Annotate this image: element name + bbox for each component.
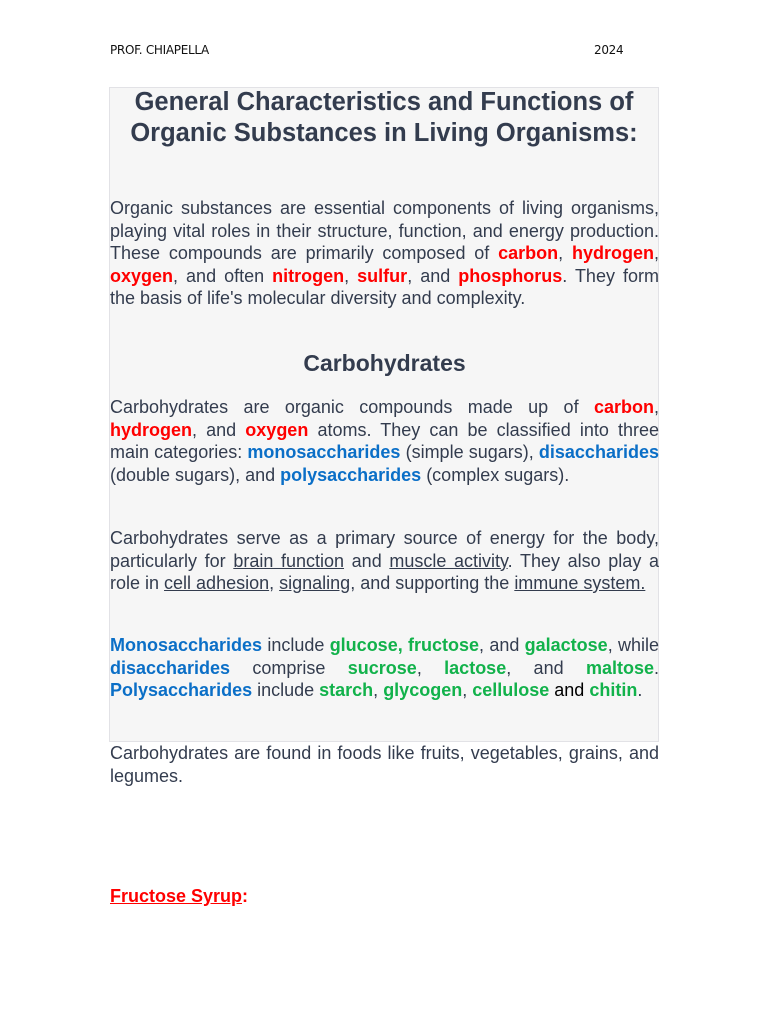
- highlighted-term: chitin: [589, 680, 638, 700]
- section-heading-carbohydrates: Carbohydrates: [303, 350, 466, 376]
- text-run: , and often: [173, 265, 273, 286]
- subheading-colon: :: [242, 886, 249, 906]
- carbohydrates-function-paragraph: [110, 527, 659, 595]
- text-run: Carbohydrates are found in foods like fruits, vegetables, grains, and legumes.: [110, 743, 659, 786]
- text-run: ,: [373, 680, 384, 700]
- highlighted-term: and: [549, 680, 590, 700]
- text-run: ,: [653, 397, 659, 417]
- text-run: ,: [416, 657, 445, 678]
- text-run: (double sugars), and: [110, 464, 281, 485]
- header-year: 2024: [594, 43, 624, 57]
- text-run: , and: [192, 419, 246, 440]
- text-run: include: [262, 635, 330, 655]
- highlighted-term: fructose: [408, 635, 480, 655]
- text-run: . They form the basis of life's molecular diversity and complexity.: [110, 265, 659, 308]
- text-run: , and: [506, 657, 586, 678]
- header-author: PROF. CHIAPELLA: [110, 43, 209, 57]
- highlighted-term: disaccharides: [538, 442, 659, 462]
- underlined-term: cell adhesion: [164, 573, 270, 593]
- text-run: ,: [344, 265, 358, 286]
- highlighted-term: cellulose: [472, 680, 550, 700]
- highlighted-term: sucrose: [347, 657, 417, 678]
- carbohydrates-definition-paragraph: [110, 396, 659, 486]
- text-run: . They also play a role in: [110, 550, 659, 593]
- text-run: , while: [607, 635, 659, 655]
- highlighted-term: starch: [319, 680, 374, 700]
- text-run: Organic substances are essential components of living organisms, playing vital roles in their structure, function, and energy production. These compounds are primarily composed of: [110, 198, 659, 263]
- text-run: and: [344, 550, 390, 571]
- document-title: General Characteristics and Functions of Organic Substances in Living Organisms:: [130, 88, 638, 147]
- text-run: (complex sugars).: [421, 464, 570, 485]
- intro-paragraph: [110, 197, 659, 310]
- carbohydrates-examples-paragraph: [110, 634, 659, 702]
- highlighted-term: glucose,: [329, 635, 403, 655]
- highlighted-term: hydrogen: [110, 419, 193, 440]
- text-run: comprise: [230, 657, 348, 678]
- highlighted-term: oxygen: [110, 265, 174, 286]
- text-run: Carbohydrates serve as a primary source of energy for the body, particularly for: [110, 528, 659, 571]
- highlighted-term: phosphorus: [458, 265, 563, 286]
- underlined-term: muscle activity: [389, 550, 508, 571]
- underlined-term: brain function: [233, 550, 345, 571]
- text-run: ,: [462, 680, 473, 700]
- highlighted-term: sulfur: [357, 265, 408, 286]
- subheading-text: Fructose Syrup: [110, 886, 243, 906]
- text-run: (simple sugars),: [400, 442, 539, 462]
- text-run: ,: [269, 573, 280, 593]
- highlighted-term: hydrogen: [571, 243, 654, 263]
- text-run: Carbohydrates are organic compounds made up of: [110, 397, 594, 417]
- highlighted-term: nitrogen: [272, 265, 345, 286]
- text-run: include: [252, 680, 320, 700]
- highlighted-term: maltose: [585, 657, 654, 678]
- text-run: , and supporting the: [350, 573, 515, 593]
- text-run: atoms. They can be classified into three main categories:: [110, 419, 659, 462]
- carbohydrates-sources-paragraph: [110, 742, 659, 787]
- text-run: ,: [653, 243, 659, 263]
- highlighted-term: carbon: [593, 397, 654, 417]
- highlighted-term: polysaccharides: [280, 464, 422, 485]
- highlighted-term: carbon: [498, 243, 559, 263]
- highlighted-term: disaccharides: [110, 657, 231, 678]
- highlighted-term: Polysaccharides: [110, 680, 253, 700]
- underlined-term: immune system.: [514, 573, 646, 593]
- highlighted-term: glycogen: [383, 680, 463, 700]
- text-run: ,: [558, 243, 572, 263]
- highlighted-term: lactose: [444, 657, 507, 678]
- text-run: , and: [407, 265, 459, 286]
- highlighted-term: monosaccharides: [247, 442, 401, 462]
- text-run: , and: [479, 635, 525, 655]
- subheading-fructose-syrup: [110, 886, 248, 907]
- text-run: .: [653, 657, 659, 678]
- underlined-term: signaling: [279, 573, 351, 593]
- highlighted-term: oxygen: [245, 419, 309, 440]
- highlighted-term: Monosaccharides: [110, 635, 263, 655]
- text-run: .: [637, 680, 643, 700]
- highlighted-term: galactose: [524, 635, 608, 655]
